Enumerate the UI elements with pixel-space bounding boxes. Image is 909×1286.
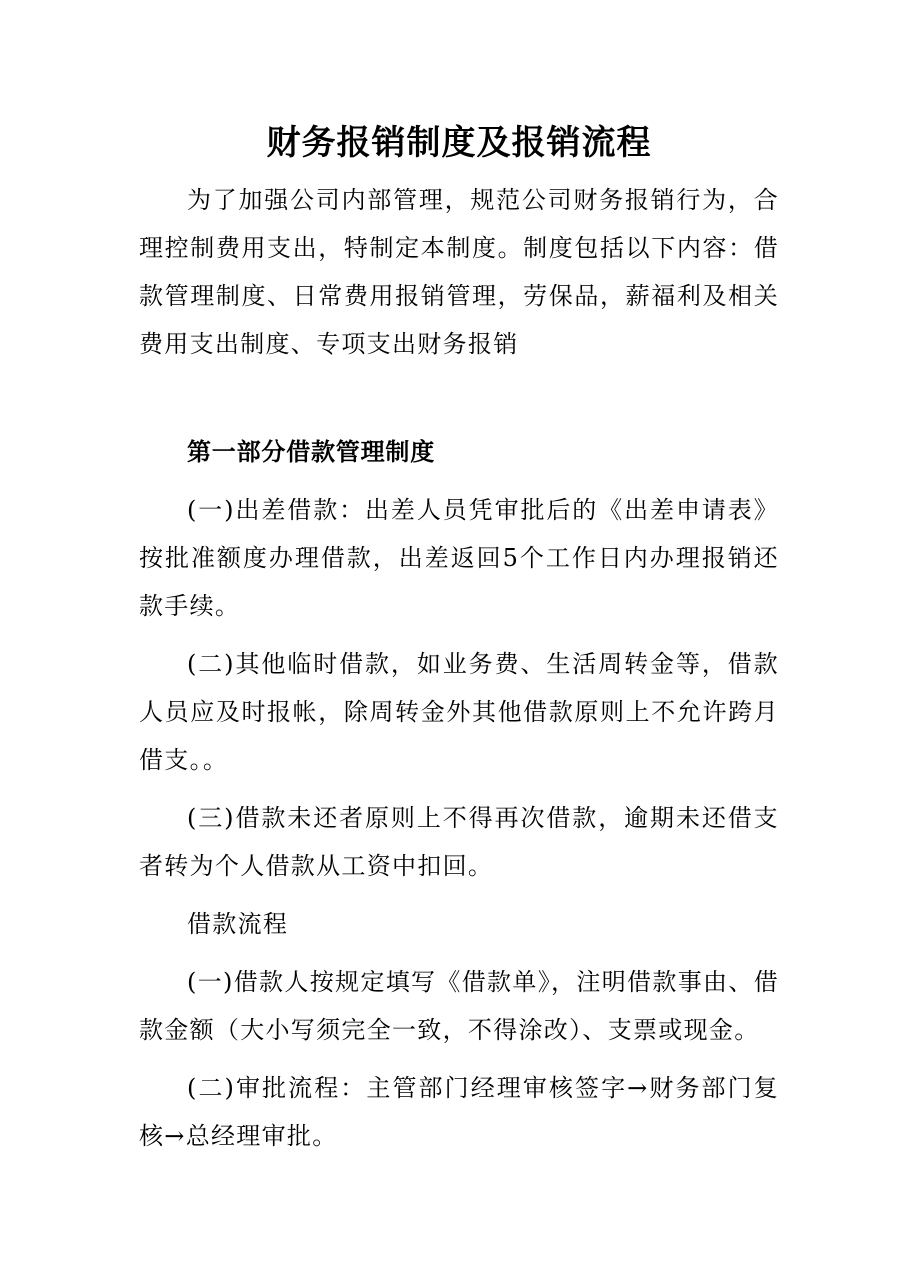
loan-process-step-2: (二)审批流程：主管部门经理审核签字→财务部门复核→总经理审批。	[139, 1074, 779, 1150]
loan-rule-1: (一)出差借款：出差人员凭审批后的《出差申请表》按批准额度办理借款，出差返回5个工作日内办理报销还款手续。	[139, 496, 779, 620]
loan-process-step-1: (一)借款人按规定填写《借款单》，注明借款事由、借款金额（大小写须完全一致，不得涂改）、支票或现金。	[139, 968, 779, 1044]
section-heading-loan-management: 第一部分借款管理制度	[187, 437, 435, 466]
loan-process-label: 借款流程	[187, 910, 289, 938]
document-body	[139, 116, 779, 1160]
intro-paragraph: 为了加强公司内部管理，规范公司财务报销行为，合理控制费用支出，特制定本制度。制度包括以下内容：借款管理制度、日常费用报销管理，劳保品，薪福利及相关费用支出制度、专项支出财务报销	[139, 186, 779, 358]
loan-rule-3: (三)借款未还者原则上不得再次借款，逾期未还借支者转为个人借款从工资中扣回。	[139, 804, 779, 880]
loan-rule-2: (二)其他临时借款，如业务费、生活周转金等，借款人员应及时报帐，除周转金外其他借款原则上不允许跨月借支。。	[139, 650, 779, 774]
document-title: 财务报销制度及报销流程	[266, 123, 652, 163]
